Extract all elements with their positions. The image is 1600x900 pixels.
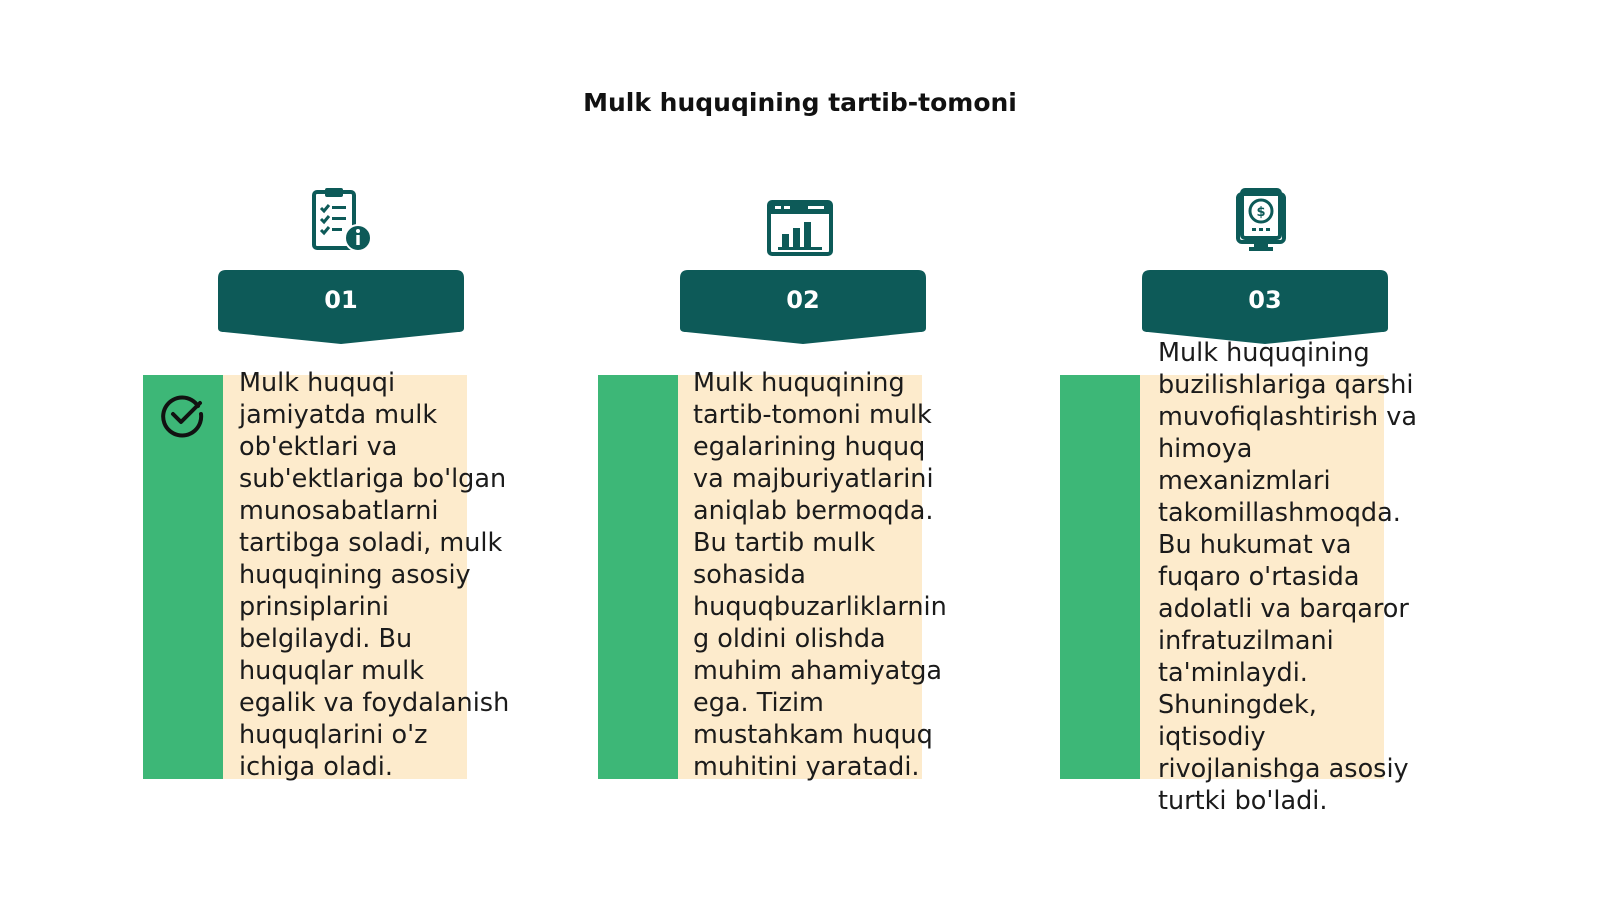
step-badge-03 <box>1142 270 1388 346</box>
monitor-dollar-icon <box>1226 186 1296 256</box>
step-number: 01 <box>324 286 358 314</box>
clipboard-checklist-info-icon <box>310 186 380 256</box>
card-accent-bar <box>1060 375 1140 779</box>
card-accent-bar <box>598 375 678 779</box>
card-text-03: Mulk huquqining buzilishlariga qarshi muvofiqlashtirish va himoya mexanizmlari takomillashmoqda. Bu hukumat va fuqaro o'rtasida adolatli va barqaror infratuzilmani ta'minlaydi. Shuningdek, iqtisodiy rivojlanishga asosiy turtki bo'ladi. <box>1158 338 1418 816</box>
page-title: Mulk huquqining tartib-tomoni <box>583 88 1017 117</box>
step-badge-02 <box>680 270 926 346</box>
svg-text:$: $ <box>1256 205 1266 220</box>
step-badge-01 <box>218 270 464 346</box>
card-text-01: Mulk huquqi jamiyatda mulk ob'ektlari va sub'ektlariga bo'lgan munosabatlarni tartibga soladi, mulk huquqining asosiy prinsiplarini belgilaydi. Bu huquqlar mulk egalik va foydalanish huquqlarini o'z ichiga oladi. <box>239 368 510 782</box>
browser-bar-chart-icon <box>766 192 836 262</box>
card-text-02: Mulk huquqining tartib-tomoni mulk egalarining huquq va majburiyatlarini aniqlab bermoqda. Bu tartib mulk sohasida huquqbuzarliklarnin g oldini olishda muhim ahamiyatga ega. Tizim mustahkam huquq muhitini yaratadi. <box>693 368 947 782</box>
check-circle-icon <box>160 392 206 438</box>
step-number: 03 <box>1248 286 1282 314</box>
step-number: 02 <box>786 286 820 314</box>
